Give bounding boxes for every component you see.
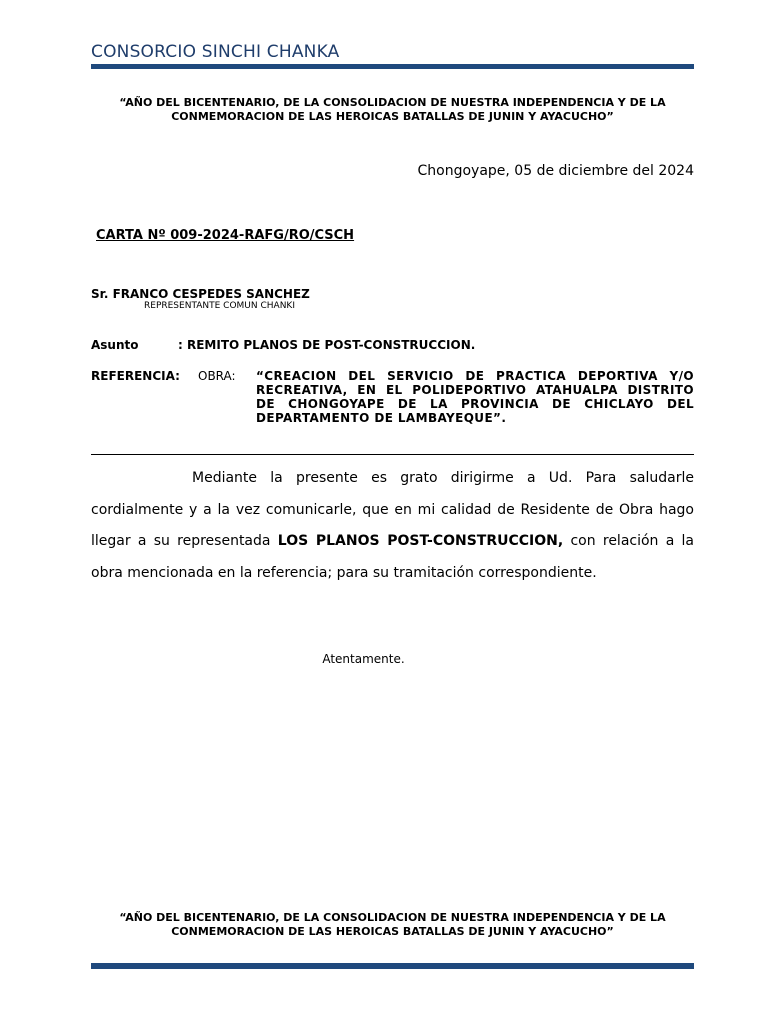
footer-rule bbox=[91, 963, 694, 969]
letter-body bbox=[91, 463, 694, 589]
header-motto bbox=[91, 96, 694, 124]
footer-motto-line1: “AÑO DEL BICENTENARIO, DE LA CONSOLIDACION DE NUESTRA INDEPENDENCIA Y DE LA bbox=[119, 911, 666, 924]
footer-motto-line2: CONMEMORACION DE LAS HEROICAS BATALLAS DE JUNIN Y AYACUCHO” bbox=[171, 925, 614, 938]
recipient-role: REPRESENTANTE COMUN CHANKI bbox=[144, 301, 295, 311]
company-name: CONSORCIO SINCHI CHANKA bbox=[91, 42, 340, 62]
footer-motto bbox=[91, 911, 694, 939]
body-line: Mediante la presente es grato dirigirme a Ud. Para saludarle bbox=[192, 470, 694, 486]
reference-text bbox=[256, 369, 694, 425]
body-line: obra mencionada en la referencia; para su tramitación correspondiente. bbox=[91, 564, 597, 581]
body-line: cordialmente y a la vez comunicarle, que en mi calidad de Residente de Obra hago bbox=[91, 501, 694, 518]
subject-value: : REMITO PLANOS DE POST-CONSTRUCCION. bbox=[178, 338, 476, 352]
header-motto-line2: CONMEMORACION DE LAS HEROICAS BATALLAS DE JUNIN Y AYACUCHO” bbox=[171, 110, 614, 123]
subject-label: Asunto bbox=[91, 338, 139, 352]
obra-label: OBRA: bbox=[198, 369, 236, 383]
reference-line: DEPARTAMENTO DE LAMBAYEQUE”. bbox=[256, 411, 507, 425]
body-text-segment: llegar a su representada bbox=[91, 533, 271, 549]
section-divider bbox=[91, 454, 694, 455]
body-bold-segment: LOS PLANOS POST-CONSTRUCCION, bbox=[277, 533, 564, 549]
header-rule bbox=[91, 64, 694, 69]
reference-label: REFERENCIA: bbox=[91, 369, 180, 383]
recipient-name: Sr. FRANCO CESPEDES SANCHEZ bbox=[91, 287, 310, 301]
reference-line: DE CHONGOYAPE DE LA PROVINCIA DE CHICLAYO DEL bbox=[256, 397, 694, 411]
body-text-segment: con relación a la bbox=[570, 533, 695, 549]
body-line bbox=[91, 526, 694, 558]
letter-date: Chongoyape, 05 de diciembre del 2024 bbox=[417, 163, 694, 179]
closing: Atentamente. bbox=[322, 652, 405, 666]
header-motto-line1: “AÑO DEL BICENTENARIO, DE LA CONSOLIDACION DE NUESTRA INDEPENDENCIA Y DE LA bbox=[119, 96, 666, 109]
reference-line: “CREACION DEL SERVICIO DE PRACTICA DEPORTIVA Y/O bbox=[256, 369, 694, 383]
reference-line: RECREATIVA, EN EL POLIDEPORTIVO ATAHUALPA DISTRITO bbox=[256, 383, 694, 397]
letter-number: CARTA Nº 009-2024-RAFG/RO/CSCH bbox=[96, 228, 355, 243]
